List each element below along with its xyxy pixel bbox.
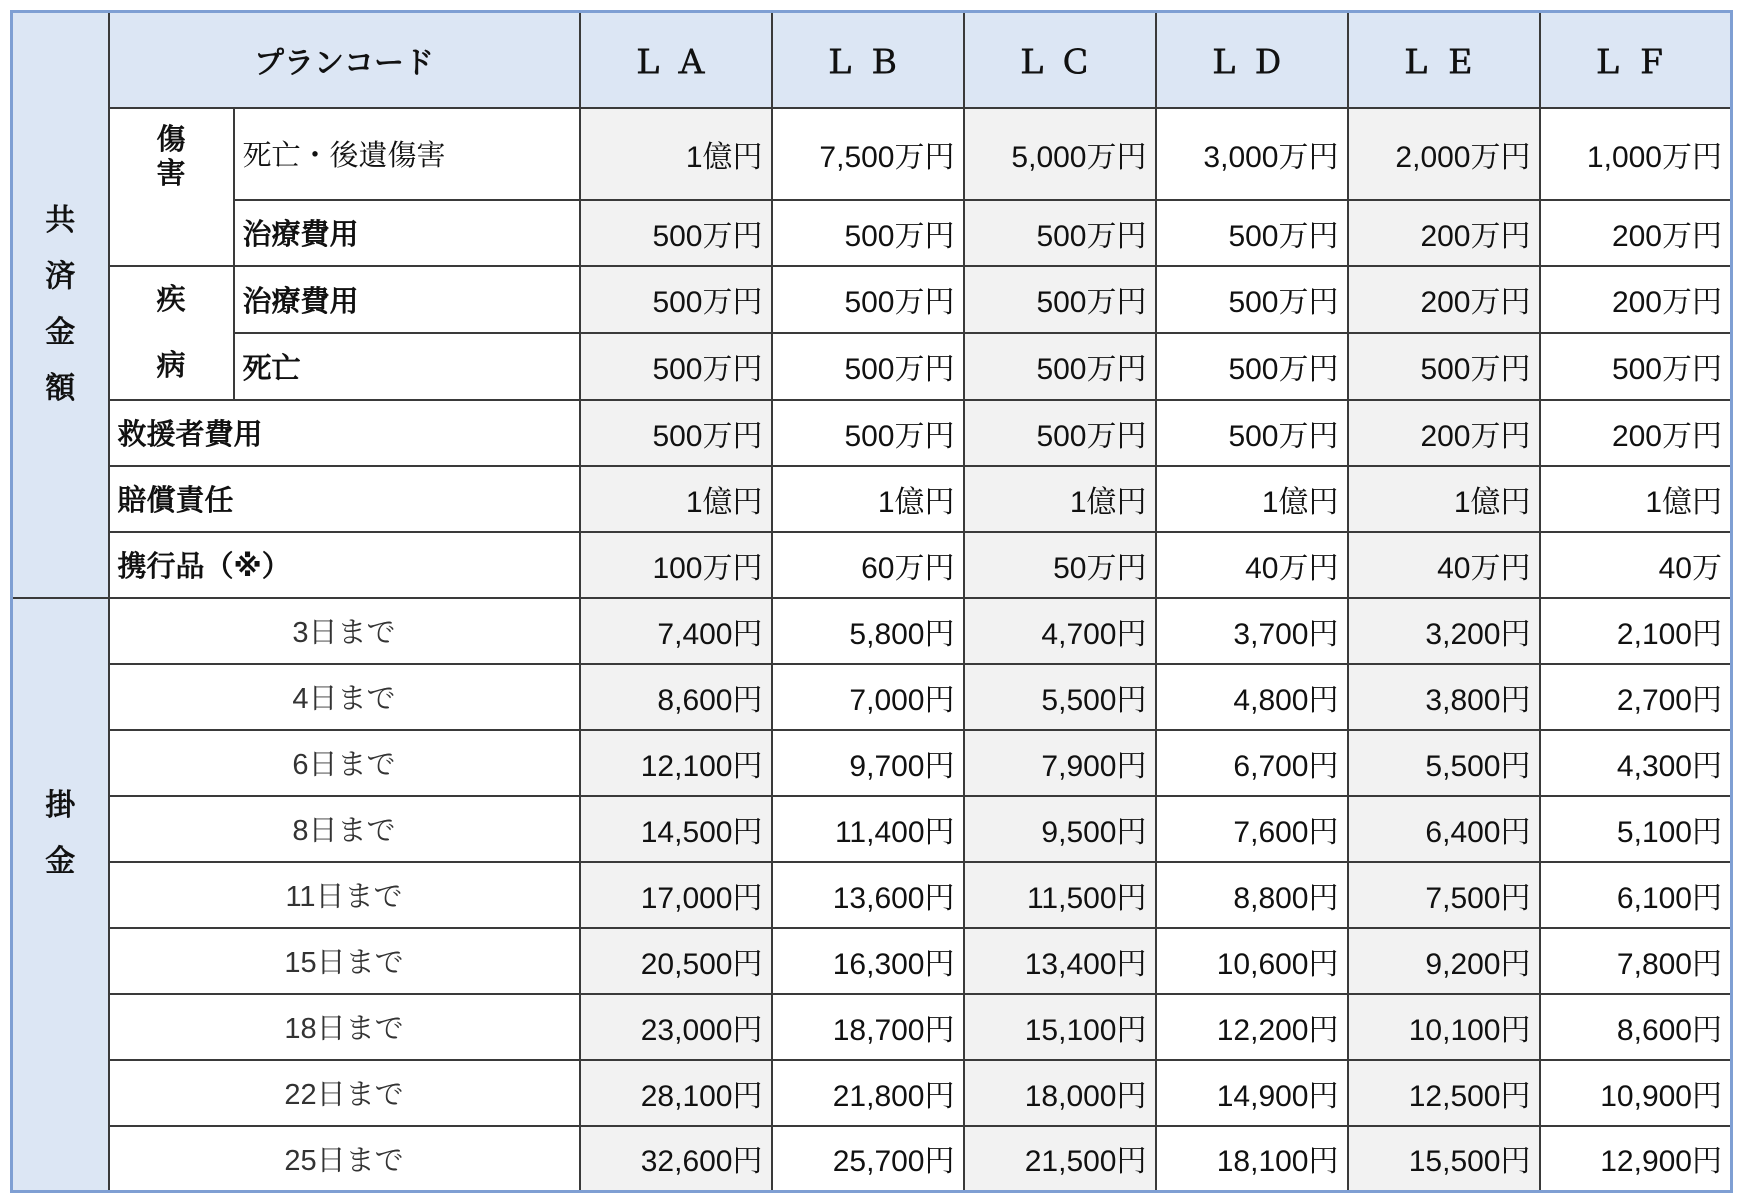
plan-code-header: プランコード bbox=[109, 12, 580, 108]
table-row bbox=[12, 400, 1732, 466]
belongings-value: 40万 bbox=[1540, 532, 1732, 598]
table-row bbox=[12, 466, 1732, 532]
category-illness-text-char: 疾 bbox=[156, 283, 186, 316]
premium-value: 11,500円 bbox=[964, 862, 1156, 928]
premium-value: 21,800円 bbox=[772, 1060, 964, 1126]
premium-value: 9,700円 bbox=[772, 730, 964, 796]
illness-death-value: 500万円 bbox=[964, 333, 1156, 400]
plan-column-header: ＬＥ bbox=[1348, 12, 1540, 108]
table-row bbox=[12, 928, 1732, 994]
injury-treatment-value: 500万円 bbox=[580, 200, 772, 266]
plan-column-header: ＬＣ bbox=[964, 12, 1156, 108]
premium-value: 10,600円 bbox=[1156, 928, 1348, 994]
injury-treatment-value: 500万円 bbox=[1156, 200, 1348, 266]
premium-value: 14,900円 bbox=[1156, 1060, 1348, 1126]
rescuer-cost-value: 500万円 bbox=[580, 400, 772, 466]
side-label-coverage-text-char: 共 bbox=[45, 203, 76, 237]
plan-column-header: ＬＢ bbox=[772, 12, 964, 108]
premium-value: 8,800円 bbox=[1156, 862, 1348, 928]
premium-value: 18,000円 bbox=[964, 1060, 1156, 1126]
rescuer-cost-value: 500万円 bbox=[1156, 400, 1348, 466]
premium-value: 15,500円 bbox=[1348, 1126, 1540, 1192]
plan-table-frame bbox=[10, 10, 1730, 1188]
side-label-coverage bbox=[12, 12, 109, 598]
premium-value: 5,500円 bbox=[964, 664, 1156, 730]
table-row bbox=[12, 1060, 1732, 1126]
premium-value: 12,200円 bbox=[1156, 994, 1348, 1060]
row-label-duration: 8日まで bbox=[109, 796, 580, 862]
table-row bbox=[12, 532, 1732, 598]
illness-treatment-value: 500万円 bbox=[964, 266, 1156, 333]
premium-value: 12,500円 bbox=[1348, 1060, 1540, 1126]
premium-value: 7,900円 bbox=[964, 730, 1156, 796]
premium-value: 7,800円 bbox=[1540, 928, 1732, 994]
liability-value: 1億円 bbox=[1156, 466, 1348, 532]
category-injury-text bbox=[110, 123, 233, 191]
row-label-rescuer-cost: 救援者費用 bbox=[109, 400, 580, 466]
plan-column-header: ＬＦ bbox=[1540, 12, 1732, 108]
premium-value: 12,900円 bbox=[1540, 1126, 1732, 1192]
illness-treatment-value: 200万円 bbox=[1348, 266, 1540, 333]
injury-treatment-value: 200万円 bbox=[1348, 200, 1540, 266]
table-row bbox=[12, 598, 1732, 664]
premium-value: 5,100円 bbox=[1540, 796, 1732, 862]
premium-value: 8,600円 bbox=[1540, 994, 1732, 1060]
liability-value: 1億円 bbox=[1540, 466, 1732, 532]
table-row bbox=[12, 730, 1732, 796]
belongings-value: 40万円 bbox=[1348, 532, 1540, 598]
category-injury-text-char: 傷 bbox=[156, 123, 186, 156]
belongings-value: 100万円 bbox=[580, 532, 772, 598]
premium-value: 9,200円 bbox=[1348, 928, 1540, 994]
row-label-duration: 25日まで bbox=[109, 1126, 580, 1192]
row-label-illness-death: 死亡 bbox=[234, 333, 580, 400]
injury-treatment-value: 500万円 bbox=[772, 200, 964, 266]
illness-death-value: 500万円 bbox=[772, 333, 964, 400]
premium-value: 15,100円 bbox=[964, 994, 1156, 1060]
row-label-duration: 4日まで bbox=[109, 664, 580, 730]
premium-value: 6,400円 bbox=[1348, 796, 1540, 862]
premium-value: 18,100円 bbox=[1156, 1126, 1348, 1192]
death-disability-value: 5,000万円 bbox=[964, 108, 1156, 200]
illness-death-value: 500万円 bbox=[1540, 333, 1732, 400]
death-disability-value: 1億円 bbox=[580, 108, 772, 200]
row-label-duration: 3日まで bbox=[109, 598, 580, 664]
premium-value: 6,700円 bbox=[1156, 730, 1348, 796]
category-injury bbox=[109, 108, 234, 266]
premium-value: 12,100円 bbox=[580, 730, 772, 796]
table-row bbox=[12, 12, 1732, 108]
side-label-coverage-text bbox=[13, 193, 108, 417]
illness-treatment-value: 500万円 bbox=[772, 266, 964, 333]
premium-value: 10,900円 bbox=[1540, 1060, 1732, 1126]
death-disability-value: 3,000万円 bbox=[1156, 108, 1348, 200]
illness-treatment-value: 200万円 bbox=[1540, 266, 1732, 333]
premium-value: 13,600円 bbox=[772, 862, 964, 928]
plan-table-body bbox=[12, 12, 1732, 1192]
premium-value: 2,100円 bbox=[1540, 598, 1732, 664]
premium-value: 13,400円 bbox=[964, 928, 1156, 994]
liability-value: 1億円 bbox=[580, 466, 772, 532]
row-label-belongings: 携行品（※） bbox=[109, 532, 580, 598]
category-illness bbox=[109, 266, 234, 400]
premium-value: 28,100円 bbox=[580, 1060, 772, 1126]
table-row bbox=[12, 200, 1732, 266]
rescuer-cost-value: 500万円 bbox=[964, 400, 1156, 466]
death-disability-value: 1,000万円 bbox=[1540, 108, 1732, 200]
premium-value: 11,400円 bbox=[772, 796, 964, 862]
illness-treatment-value: 500万円 bbox=[580, 266, 772, 333]
premium-value: 32,600円 bbox=[580, 1126, 772, 1192]
premium-value: 7,600円 bbox=[1156, 796, 1348, 862]
belongings-value: 50万円 bbox=[964, 532, 1156, 598]
premium-value: 7,400円 bbox=[580, 598, 772, 664]
side-label-premium-text bbox=[13, 778, 108, 890]
table-row bbox=[12, 796, 1732, 862]
liability-value: 1億円 bbox=[1348, 466, 1540, 532]
premium-value: 8,600円 bbox=[580, 664, 772, 730]
table-row bbox=[12, 266, 1732, 333]
category-illness-text-char: 病 bbox=[156, 349, 186, 382]
premium-value: 2,700円 bbox=[1540, 664, 1732, 730]
premium-value: 23,000円 bbox=[580, 994, 772, 1060]
side-label-premium-text-char: 金 bbox=[45, 845, 76, 879]
premium-value: 5,800円 bbox=[772, 598, 964, 664]
premium-value: 16,300円 bbox=[772, 928, 964, 994]
category-injury-text-char: 害 bbox=[156, 157, 186, 190]
liability-value: 1億円 bbox=[964, 466, 1156, 532]
side-label-premium-text-char: 掛 bbox=[45, 789, 76, 823]
premium-value: 9,500円 bbox=[964, 796, 1156, 862]
liability-value: 1億円 bbox=[772, 466, 964, 532]
premium-value: 20,500円 bbox=[580, 928, 772, 994]
row-label-duration: 18日まで bbox=[109, 994, 580, 1060]
injury-treatment-value: 200万円 bbox=[1540, 200, 1732, 266]
premium-value: 25,700円 bbox=[772, 1126, 964, 1192]
plan-column-header: ＬＤ bbox=[1156, 12, 1348, 108]
row-label-duration: 15日まで bbox=[109, 928, 580, 994]
death-disability-value: 7,500万円 bbox=[772, 108, 964, 200]
row-label-illness-treatment: 治療費用 bbox=[234, 266, 580, 333]
premium-value: 4,300円 bbox=[1540, 730, 1732, 796]
row-label-injury-treatment: 治療費用 bbox=[234, 200, 580, 266]
premium-value: 7,000円 bbox=[772, 664, 964, 730]
premium-value: 7,500円 bbox=[1348, 862, 1540, 928]
premium-value: 3,200円 bbox=[1348, 598, 1540, 664]
rescuer-cost-value: 200万円 bbox=[1540, 400, 1732, 466]
plan-table bbox=[10, 10, 1733, 1193]
table-row bbox=[12, 664, 1732, 730]
row-label-duration: 11日まで bbox=[109, 862, 580, 928]
side-label-premium bbox=[12, 598, 109, 1192]
illness-treatment-value: 500万円 bbox=[1156, 266, 1348, 333]
plan-column-header: ＬＡ bbox=[580, 12, 772, 108]
premium-value: 10,100円 bbox=[1348, 994, 1540, 1060]
table-row bbox=[12, 1126, 1732, 1192]
injury-treatment-value: 500万円 bbox=[964, 200, 1156, 266]
illness-death-value: 500万円 bbox=[580, 333, 772, 400]
premium-value: 21,500円 bbox=[964, 1126, 1156, 1192]
premium-value: 4,800円 bbox=[1156, 664, 1348, 730]
side-label-coverage-text-char: 済 bbox=[45, 259, 76, 293]
side-label-coverage-text-char: 額 bbox=[45, 371, 76, 405]
illness-death-value: 500万円 bbox=[1156, 333, 1348, 400]
row-label-liability: 賠償責任 bbox=[109, 466, 580, 532]
side-label-coverage-text-char: 金 bbox=[45, 315, 76, 349]
premium-value: 6,100円 bbox=[1540, 862, 1732, 928]
death-disability-value: 2,000万円 bbox=[1348, 108, 1540, 200]
belongings-value: 60万円 bbox=[772, 532, 964, 598]
premium-value: 3,700円 bbox=[1156, 598, 1348, 664]
premium-value: 14,500円 bbox=[580, 796, 772, 862]
premium-value: 17,000円 bbox=[580, 862, 772, 928]
premium-value: 5,500円 bbox=[1348, 730, 1540, 796]
table-row bbox=[12, 108, 1732, 200]
rescuer-cost-value: 500万円 bbox=[772, 400, 964, 466]
table-row bbox=[12, 862, 1732, 928]
table-row bbox=[12, 333, 1732, 400]
premium-value: 4,700円 bbox=[964, 598, 1156, 664]
belongings-value: 40万円 bbox=[1156, 532, 1348, 598]
rescuer-cost-value: 200万円 bbox=[1348, 400, 1540, 466]
premium-value: 18,700円 bbox=[772, 994, 964, 1060]
row-label-duration: 22日まで bbox=[109, 1060, 580, 1126]
table-row bbox=[12, 994, 1732, 1060]
row-label-duration: 6日まで bbox=[109, 730, 580, 796]
illness-death-value: 500万円 bbox=[1348, 333, 1540, 400]
premium-value: 3,800円 bbox=[1348, 664, 1540, 730]
row-label-death-disability: 死亡・後遺傷害 bbox=[234, 108, 580, 200]
category-illness-text bbox=[110, 267, 233, 399]
